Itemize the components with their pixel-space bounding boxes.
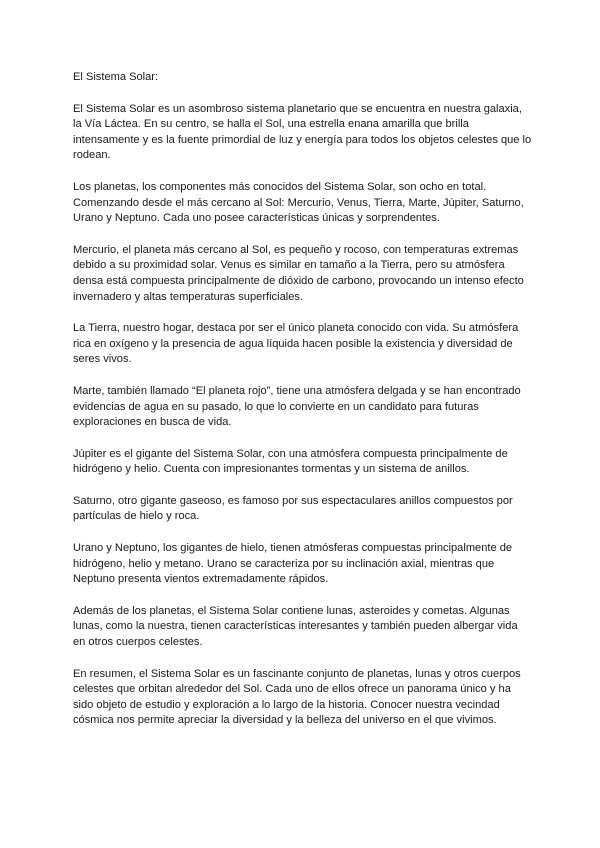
paragraph-sun: El Sistema Solar es un asombroso sistema planetario que se encuentra en nuestra galaxia, la Vía Láctea. En su centro, se halla el Sol, una estrella enana amarilla que brilla intensamente y es la fuente primordial de luz y energía para todos los objetos celestes que lo rodean.: [73, 102, 532, 162]
paragraph-jupiter: Júpiter es el gigante del Sistema Solar, con una atmósfera compuesta principalmente de hidrógeno y helio. Cuenta con impresionantes tormentas y un sistema de anillos.: [73, 447, 508, 476]
paragraph-mars: Marte, también llamado “El planeta rojo”, tiene una atmósfera delgada y se han encontrado evidencias de agua en su pasado, lo que lo convierte en un candidato para futuras exploraciones en busca de vida.: [73, 384, 521, 429]
paragraph-moons-asteroids: Además de los planetas, el Sistema Solar contiene lunas, asteroides y cometas. Algunas lunas, como la nuestra, tienen características interesantes y también pueden albergar vida en otros cuerpos celestes.: [73, 604, 518, 649]
document-body: [73, 70, 533, 745]
paragraph-planets: Los planetas, los componentes más conocidos del Sistema Solar, son ocho en total. Comenzando desde el más cercano al Sol: Mercurio, Venus, Tierra, Marte, Júpiter, Saturno, Urano y Neptuno. Cada uno posee características únicas y sorprendentes.: [73, 180, 524, 225]
paragraph-mercury-venus: Mercurio, el planeta más cercano al Sol, es pequeño y rocoso, con temperaturas extremas debido a su proximidad solar. Venus es similar en tamaño a la Tierra, pero su atmósfera densa está compuesta principalmente de dióxido de carbono, provocando un intenso efecto invernadero y altas temperaturas superficiales.: [73, 243, 524, 303]
document-title: El Sistema Solar:: [73, 71, 159, 83]
paragraph-earth: La Tierra, nuestro hogar, destaca por ser el único planeta conocido con vida. Su atmósfera rica en oxígeno y la presencia de agua líquida hacen posible la existencia y diversidad de seres vivos.: [73, 322, 519, 366]
paragraph-summary: En resumen, el Sistema Solar es un fascinante conjunto de planetas, lunas y otros cuerpos celestes que orbitan alrededor del Sol. Cada uno de ellos ofrece un panorama único y ha sido objeto de estudio y exploración a lo largo de la historia. Conocer nuestra vecindad cósmica nos permite apreciar la diversidad y la belleza del universo en el que vivimos.: [73, 667, 521, 727]
paragraph-saturn: Saturno, otro gigante gaseoso, es famoso por sus espectaculares anillos compuestos por partículas de hielo y roca.: [73, 494, 513, 523]
paragraph-uranus-neptune: Urano y Neptuno, los gigantes de hielo, tienen atmósferas compuestas principalmente de hidrógeno, helio y metano. Urano se caracteriza por su inclinación axial, mientras que Neptuno presenta vientos extremadamente rápidos.: [73, 542, 513, 586]
